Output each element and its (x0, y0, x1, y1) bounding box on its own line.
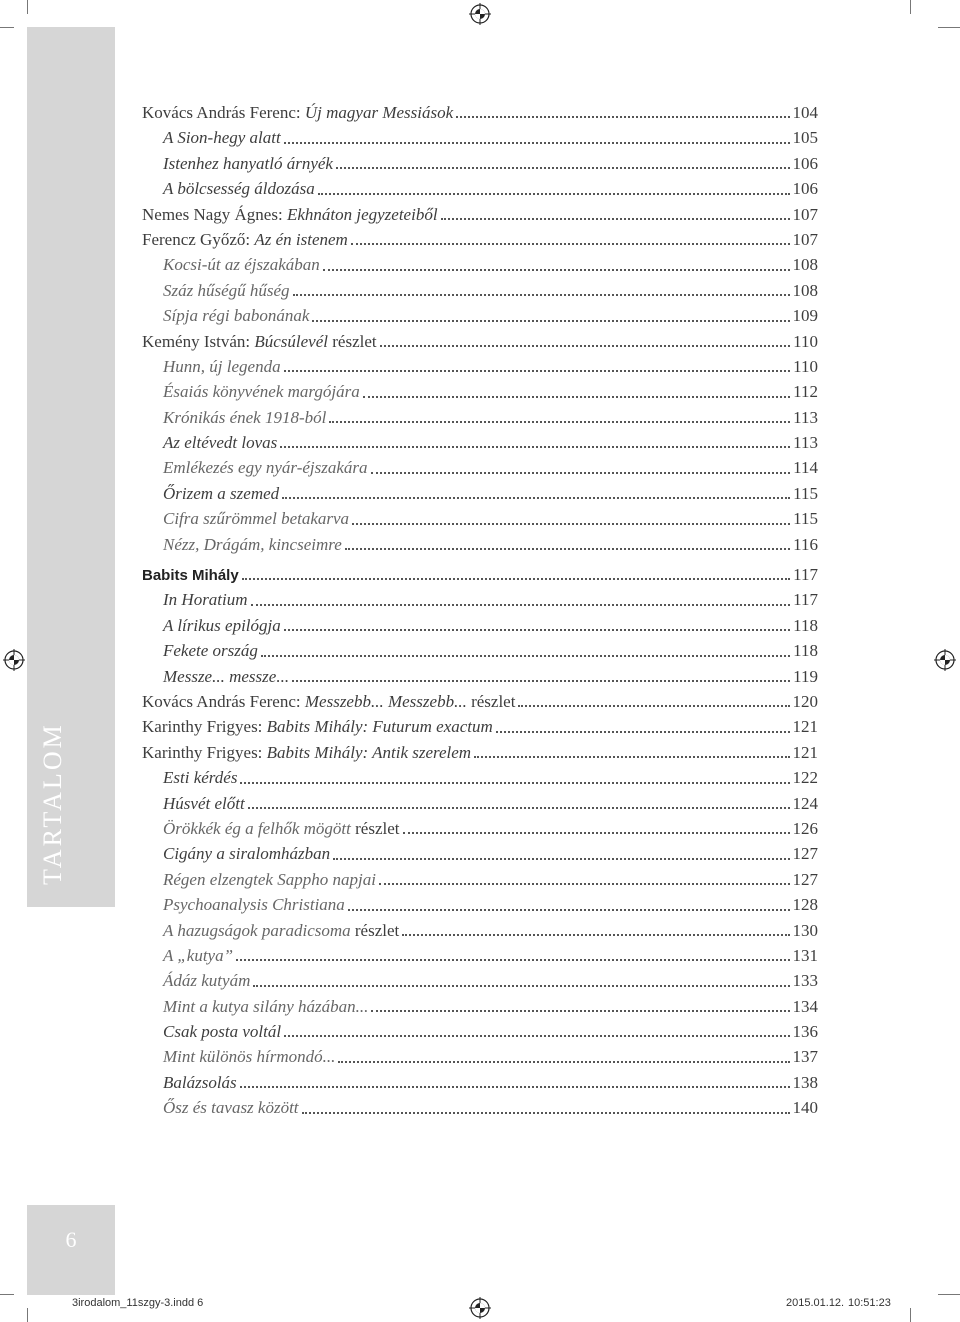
toc-entry (142, 638, 818, 663)
toc-leader-dots (336, 167, 790, 169)
toc-entry (142, 176, 818, 201)
toc-entry-text (142, 100, 453, 125)
toc-title: A Sion-hegy alatt (163, 128, 281, 148)
toc-entry-text (163, 125, 281, 150)
toc-page-number: 115 (793, 483, 818, 503)
toc-entry (142, 202, 818, 227)
toc-page-number: 116 (793, 534, 818, 554)
toc-page-number: 121 (792, 717, 818, 737)
toc-page-number: 118 (793, 615, 818, 635)
toc-entry-text (163, 968, 250, 993)
toc-title-suffix: részlet (350, 920, 400, 940)
toc-page-number: 114 (793, 458, 818, 478)
toc-entry (142, 867, 818, 892)
crop-mark (0, 1294, 14, 1295)
toc-page-number: 109 (792, 306, 818, 326)
toc-entry-text (163, 867, 376, 892)
toc-page-number: 131 (792, 945, 818, 965)
toc-leader-dots (293, 294, 790, 296)
toc-entry (142, 918, 818, 943)
toc-leader-dots (338, 1061, 789, 1063)
toc-page-number: 105 (792, 128, 818, 148)
toc-leader-dots (280, 446, 790, 448)
footer-date: 2015.01.12. (786, 1297, 845, 1309)
toc-page-number: 117 (793, 590, 818, 610)
toc-page-number: 106 (792, 153, 818, 173)
toc-page-number: 117 (793, 565, 818, 585)
toc-title: A hazugságok paradicsoma (163, 920, 351, 940)
toc-leader-dots (352, 523, 790, 525)
toc-entry-text (163, 994, 368, 1019)
toc-entry-text (163, 613, 281, 638)
toc-entry-text (163, 816, 400, 841)
toc-page-number: 112 (793, 382, 818, 402)
toc-entry (142, 613, 818, 638)
toc-entry (142, 405, 818, 430)
toc-leader-dots (284, 142, 790, 144)
toc-title: Krónikás ének 1918-ból (163, 407, 327, 427)
toc-leader-dots (236, 959, 789, 961)
toc-leader-dots (348, 909, 790, 911)
toc-entry-text (142, 714, 493, 739)
toc-title: Új magyar Messiások (304, 103, 454, 122)
crop-mark (938, 27, 960, 28)
toc-title: Őrizem a szemed (163, 483, 280, 503)
toc-page-number: 110 (793, 356, 818, 376)
toc-entry (142, 455, 818, 480)
toc-page-number: 137 (792, 1047, 818, 1067)
toc-entry (142, 151, 818, 176)
toc-leader-dots (496, 731, 790, 733)
toc-page-number: 110 (793, 331, 818, 351)
toc-title: Esti kérdés (163, 768, 238, 788)
toc-page-number: 113 (793, 407, 818, 427)
toc-title: A „kutya” (163, 945, 234, 965)
toc-entry-text (163, 1019, 281, 1044)
toc-entry-text (163, 892, 345, 917)
toc-entry-text (142, 562, 239, 588)
toc-title: Az én istenem (254, 229, 348, 249)
toc-entry (142, 227, 818, 252)
toc-title: Az eltévedt lovas (163, 433, 278, 453)
toc-entry-text (163, 1070, 237, 1095)
toc-title: Mint különös hírmondó... (163, 1047, 336, 1067)
toc-leader-dots (441, 218, 790, 220)
toc-leader-dots (302, 1112, 790, 1114)
toc-entry (142, 481, 818, 506)
toc-entry-text (163, 943, 233, 968)
toc-title: Csak posta voltál (163, 1022, 282, 1042)
toc-author: Nemes Nagy Ágnes: (142, 204, 287, 224)
toc-entry-text (163, 638, 258, 663)
toc-entry-text (163, 791, 245, 816)
toc-entry (142, 740, 818, 765)
toc-leader-dots (240, 1086, 790, 1088)
toc-page-number: 118 (793, 641, 818, 661)
toc-title: Babits Mihály: Futurum exactum (266, 717, 493, 737)
toc-leader-dots (261, 655, 790, 657)
toc-title-suffix: részlet (350, 818, 400, 838)
toc-entry-text (163, 405, 326, 430)
toc-title: Húsvét előtt (163, 793, 245, 813)
toc-author: Kemény István: (142, 331, 255, 351)
toc-leader-dots (284, 370, 791, 372)
toc-entry (142, 1044, 818, 1069)
toc-leader-dots (323, 269, 790, 271)
toc-entry-text (163, 841, 330, 866)
toc-entry (142, 506, 818, 531)
toc-page-number: 107 (792, 229, 818, 249)
toc-entry-text (142, 740, 471, 765)
toc-entry (142, 329, 818, 354)
table-of-contents (142, 100, 818, 1121)
toc-leader-dots (312, 320, 789, 322)
toc-leader-dots (284, 629, 790, 631)
toc-entry-text (163, 918, 399, 943)
toc-page-number: 108 (792, 255, 818, 275)
section-label: TARTALOM (38, 722, 67, 885)
toc-page-number: 136 (792, 1022, 818, 1042)
toc-entry-text (142, 227, 348, 252)
toc-page-number: 138 (792, 1072, 818, 1092)
crop-mark (27, 1308, 28, 1322)
toc-leader-dots (333, 858, 789, 860)
page-number-tab (27, 1205, 115, 1295)
toc-entry (142, 816, 818, 841)
toc-entry-text (163, 1044, 335, 1069)
registration-mark-icon (469, 3, 491, 25)
toc-author: Ferencz Győző: (142, 229, 255, 249)
toc-entry-text (163, 664, 289, 689)
toc-leader-dots (456, 116, 789, 118)
toc-leader-dots (371, 1010, 789, 1012)
crop-mark (910, 0, 911, 14)
toc-title: Emlékezés egy nyár-éjszakára (163, 458, 368, 478)
toc-page-number: 124 (792, 793, 818, 813)
footer-file-name: 3irodalom_11szgy-3.indd 6 (72, 1297, 204, 1309)
toc-entry (142, 994, 818, 1019)
toc-entry (142, 1095, 818, 1120)
toc-title: A bölcsesség áldozása (163, 179, 315, 199)
toc-entry (142, 125, 818, 150)
toc-title: Ádáz kutyám (163, 971, 251, 991)
toc-page-number: 106 (792, 179, 818, 199)
crop-mark (938, 1294, 960, 1295)
toc-title: Istenhez hanyatló árnyék (163, 153, 333, 173)
toc-title: Babits Mihály: Antik szerelem (266, 742, 472, 762)
toc-leader-dots (518, 705, 789, 707)
toc-entry-text (163, 278, 290, 303)
toc-title: In Horatium (163, 590, 248, 610)
toc-leader-dots (345, 548, 790, 550)
toc-leader-dots (253, 985, 789, 987)
crop-mark (0, 27, 14, 28)
toc-leader-dots (379, 883, 790, 885)
toc-entry-text (163, 176, 315, 201)
toc-title: Kocsi-út az éjszakában (163, 255, 320, 275)
toc-title: Messzebb... Messzebb... (304, 691, 467, 711)
toc-entry-text (163, 252, 320, 277)
toc-entry (142, 532, 818, 557)
toc-leader-dots (242, 578, 790, 580)
toc-page-number: 134 (792, 996, 818, 1016)
toc-page-number: 140 (792, 1098, 818, 1118)
toc-page-number: 133 (792, 971, 818, 991)
toc-entry-text (163, 455, 368, 480)
toc-entry-text (163, 481, 279, 506)
toc-entry (142, 892, 818, 917)
toc-title: Balázsolás (163, 1072, 237, 1092)
toc-title: Nézz, Drágám, kincseimre (163, 534, 342, 554)
toc-entry (142, 664, 818, 689)
toc-page-number: 127 (792, 844, 818, 864)
toc-title: Búcsúlevél (254, 331, 328, 351)
toc-title-suffix: részlet (328, 331, 377, 351)
toc-title: Messze... messze... (163, 666, 290, 686)
toc-entry (142, 252, 818, 277)
toc-entry-text (163, 765, 237, 790)
toc-leader-dots (380, 345, 791, 347)
toc-leader-dots (284, 1035, 789, 1037)
toc-title: A lírikus epilógja (163, 615, 281, 635)
toc-title: Fekete ország (163, 641, 258, 661)
toc-entry-text (163, 379, 360, 404)
toc-entry-text (142, 689, 515, 714)
toc-entry (142, 100, 818, 125)
toc-page-number: 127 (792, 869, 818, 889)
toc-title-suffix: részlet (466, 691, 516, 711)
toc-page-number: 122 (792, 768, 818, 788)
toc-title: Hunn, új legenda (163, 356, 281, 376)
toc-author: Karinthy Frigyes: (142, 742, 267, 762)
toc-entry (142, 278, 818, 303)
toc-leader-dots (351, 243, 790, 245)
toc-entry-text (163, 151, 333, 176)
toc-author: Babits Mihály (142, 567, 239, 585)
toc-entry (142, 765, 818, 790)
toc-author: Kovács András Ferenc: (142, 691, 305, 711)
toc-leader-dots (403, 832, 790, 834)
toc-entry-text (163, 532, 342, 557)
toc-entry (142, 379, 818, 404)
toc-page-number: 113 (793, 433, 818, 453)
registration-mark-icon (3, 649, 25, 671)
toc-title: Örökkék ég a felhők mögött (163, 818, 351, 838)
toc-entry (142, 430, 818, 455)
toc-page-number: 120 (792, 691, 818, 711)
toc-entry-text (142, 329, 377, 354)
toc-page-number: 107 (792, 204, 818, 224)
toc-title: Ekhnáton jegyzeteiből (286, 204, 438, 224)
toc-page-number: 128 (792, 895, 818, 915)
toc-entry-text (163, 506, 349, 531)
toc-entry (142, 587, 818, 612)
toc-entry (142, 354, 818, 379)
toc-author: Kovács András Ferenc: (142, 103, 305, 122)
toc-entry-text (163, 430, 277, 455)
toc-entry (142, 943, 818, 968)
page-number: 6 (65, 1227, 77, 1252)
toc-entry-text (142, 202, 438, 227)
toc-title: Ősz és tavasz között (163, 1098, 299, 1118)
toc-entry (142, 791, 818, 816)
toc-page-number: 130 (792, 920, 818, 940)
toc-leader-dots (318, 193, 790, 195)
toc-title: Cigány a siralomházban (163, 844, 331, 864)
toc-title: Cifra szűrömmel betakarva (163, 509, 350, 529)
toc-entry (142, 689, 818, 714)
toc-entry-text (163, 303, 309, 328)
registration-mark-icon (469, 1297, 491, 1319)
toc-title: Régen elzengtek Sappho napjai (163, 869, 376, 889)
footer-time: 10:51:23 (848, 1297, 891, 1309)
toc-entry (142, 968, 818, 993)
toc-leader-dots (292, 680, 790, 682)
toc-leader-dots (474, 756, 789, 758)
toc-leader-dots (402, 934, 789, 936)
toc-leader-dots (251, 604, 791, 606)
toc-title: Sípja régi babonának (163, 306, 310, 326)
toc-entry-text (163, 1095, 299, 1120)
toc-leader-dots (248, 807, 790, 809)
toc-entry-text (163, 587, 248, 612)
toc-leader-dots (329, 421, 790, 423)
toc-title: Mint a kutya silány házában... (163, 996, 369, 1016)
crop-mark (910, 1308, 911, 1322)
toc-entry (142, 303, 818, 328)
registration-mark-icon (934, 649, 956, 671)
toc-author: Karinthy Frigyes: (142, 717, 267, 737)
toc-page-number: 115 (793, 509, 818, 529)
toc-leader-dots (282, 497, 790, 499)
toc-page-number: 121 (792, 742, 818, 762)
toc-entry (142, 714, 818, 739)
toc-leader-dots (363, 396, 790, 398)
toc-entry-text (163, 354, 281, 379)
toc-entry (142, 562, 818, 587)
toc-page-number: 108 (792, 280, 818, 300)
toc-entry (142, 1019, 818, 1044)
toc-title: Száz hűségű hűség (163, 280, 290, 300)
toc-entry (142, 841, 818, 866)
toc-entry (142, 1070, 818, 1095)
toc-leader-dots (240, 782, 789, 784)
toc-page-number: 119 (793, 666, 818, 686)
toc-title: Psychoanalysis Christiana (163, 895, 345, 915)
toc-page-number: 126 (792, 818, 818, 838)
toc-title: Ésaiás könyvének margójára (163, 382, 360, 402)
crop-mark (27, 0, 28, 14)
toc-page-number: 104 (792, 103, 818, 122)
toc-leader-dots (371, 472, 791, 474)
